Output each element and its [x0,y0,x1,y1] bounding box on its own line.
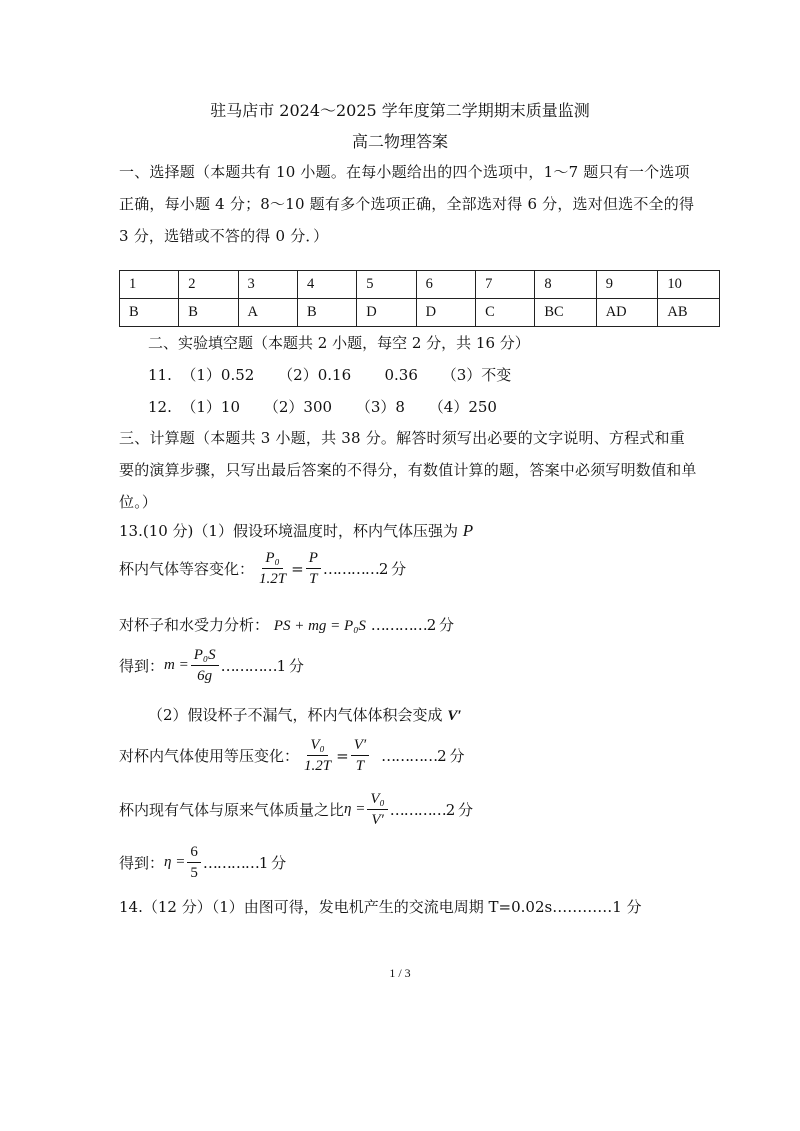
answer-cell: AD [596,299,658,327]
answer-table [119,270,720,327]
q13-heading [119,520,473,541]
equation-lhs: η = [344,801,366,817]
section-3-instructions: 三、计算题（本题共 3 小题，共 38 分。解答时须写出必要的文字说明、方程式和重要的演算步骤，只写出最后答案的不得分，有数值计算的题，答案中必须写明数值和单位。） [119,429,697,511]
numerator: V₀ [307,736,327,756]
denominator: V′ [371,812,384,828]
score-note: …………2 分 [322,560,406,578]
question-number-cell: 1 [120,271,179,299]
q13-equation-isochoric [119,549,405,588]
question-12-answer: 12. （1）10 （2）300 （3）8 （4）250 [148,398,497,416]
equals-sign: = [291,559,304,578]
answer-cell: B [120,299,179,327]
denominator: 6g [197,668,213,684]
denominator: 1.2T [259,571,287,587]
q13-part-2-heading [148,704,462,725]
question-number-cell: 10 [658,271,720,299]
numerator: P [306,549,321,569]
q13-equation-force [119,614,453,635]
numerator: V′ [351,736,369,756]
question-number-cell: 7 [476,271,535,299]
answer-cell: D [416,299,475,327]
fraction [187,843,201,882]
question-number-cell: 5 [357,271,416,299]
question-11-answer: 11. （1）0.52 （2）0.16 0.36 （3）不变 [148,366,512,384]
equation-lhs: η = [164,854,186,870]
fraction [301,736,334,775]
fraction [306,549,321,588]
denominator: T [355,758,365,774]
equation-label: 杯内气体等容变化： [119,560,255,578]
fraction [191,646,219,685]
numerator: V₀ [367,790,387,810]
numerator: P₀ [262,549,282,569]
question-number-row [120,271,720,299]
part-2-text: （2）假设杯子不漏气，杯内气体体积会变成 [148,706,443,724]
q13-result-ratio [119,843,285,882]
equation-lhs: m = [164,657,189,673]
answer-cell: B [297,299,356,327]
question-number-cell: 2 [179,271,238,299]
denominator: 1.2T [304,758,332,774]
score-note: …………2 分 [381,747,464,765]
fraction [351,736,369,775]
q14-part-1: 14.（12 分）（1）由图可得，发电机产生的交流电周期 T=0.02s…………1 分 [119,898,642,916]
question-number-cell: 3 [238,271,297,299]
equals-sign: = [336,746,349,765]
score-note: …………1 分 [220,657,303,675]
question-number-cell: 6 [416,271,475,299]
score-note: …………1 分 [202,854,286,872]
document-title: 驻马店市 2024～2025 学年度第二学期期末质量监测 [210,101,590,120]
answer-cell: BC [535,299,596,327]
equation-label: 得到： [119,854,165,872]
equation-label: 杯内现有气体与原来气体质量之比 [119,801,345,819]
page-number: 1 / 3 [389,966,411,980]
numerator: 6 [187,843,201,863]
equation-label: 得到： [119,657,165,675]
answer-cell: A [238,299,297,327]
answer-cell: C [476,299,535,327]
volume-variable: V′ [447,708,462,724]
score-note: …………2 分 [389,801,473,819]
section-1-instructions: 一、选择题（本题共有 10 小题。在每小题给出的四个选项中，1～7 题只有一个选项正确，每小题 4 分；8～10 题有多个选项正确，全部选对得 6 分，选对但选不全的得 3 分，选错或不答的得 0 分．） [119,163,695,245]
section-2-heading: 二、实验填空题（本题共 2 小题，每空 2 分，共 16 分） [148,334,530,352]
document-subtitle: 高二物理答案 [351,132,448,151]
answer-cell: B [179,299,238,327]
equation-label: 对杯子和水受力分析： [119,616,270,634]
fraction [256,549,289,588]
q13-pressure-variable: P [462,521,474,540]
answer-cell: D [357,299,416,327]
q13-equation-isobaric [119,736,463,775]
equation-expression: PS + mg = P₀S [273,618,366,634]
denominator: T [309,571,318,587]
numerator: P₀S [191,646,219,666]
question-number-cell: 4 [297,271,356,299]
score-note: …………2 分 [370,616,454,634]
q13-heading-text: 13.(10 分)（1）假设环境温度时，杯内气体压强为 [119,522,458,540]
answer-cell: AB [658,299,720,327]
fraction [367,790,387,829]
equation-label: 对杯内气体使用等压变化： [119,747,300,765]
q13-mass-ratio [119,790,472,829]
q13-result-mass [119,646,303,685]
question-number-cell: 9 [596,271,658,299]
denominator: 5 [190,865,198,881]
question-number-cell: 8 [535,271,596,299]
answer-row [120,299,720,327]
